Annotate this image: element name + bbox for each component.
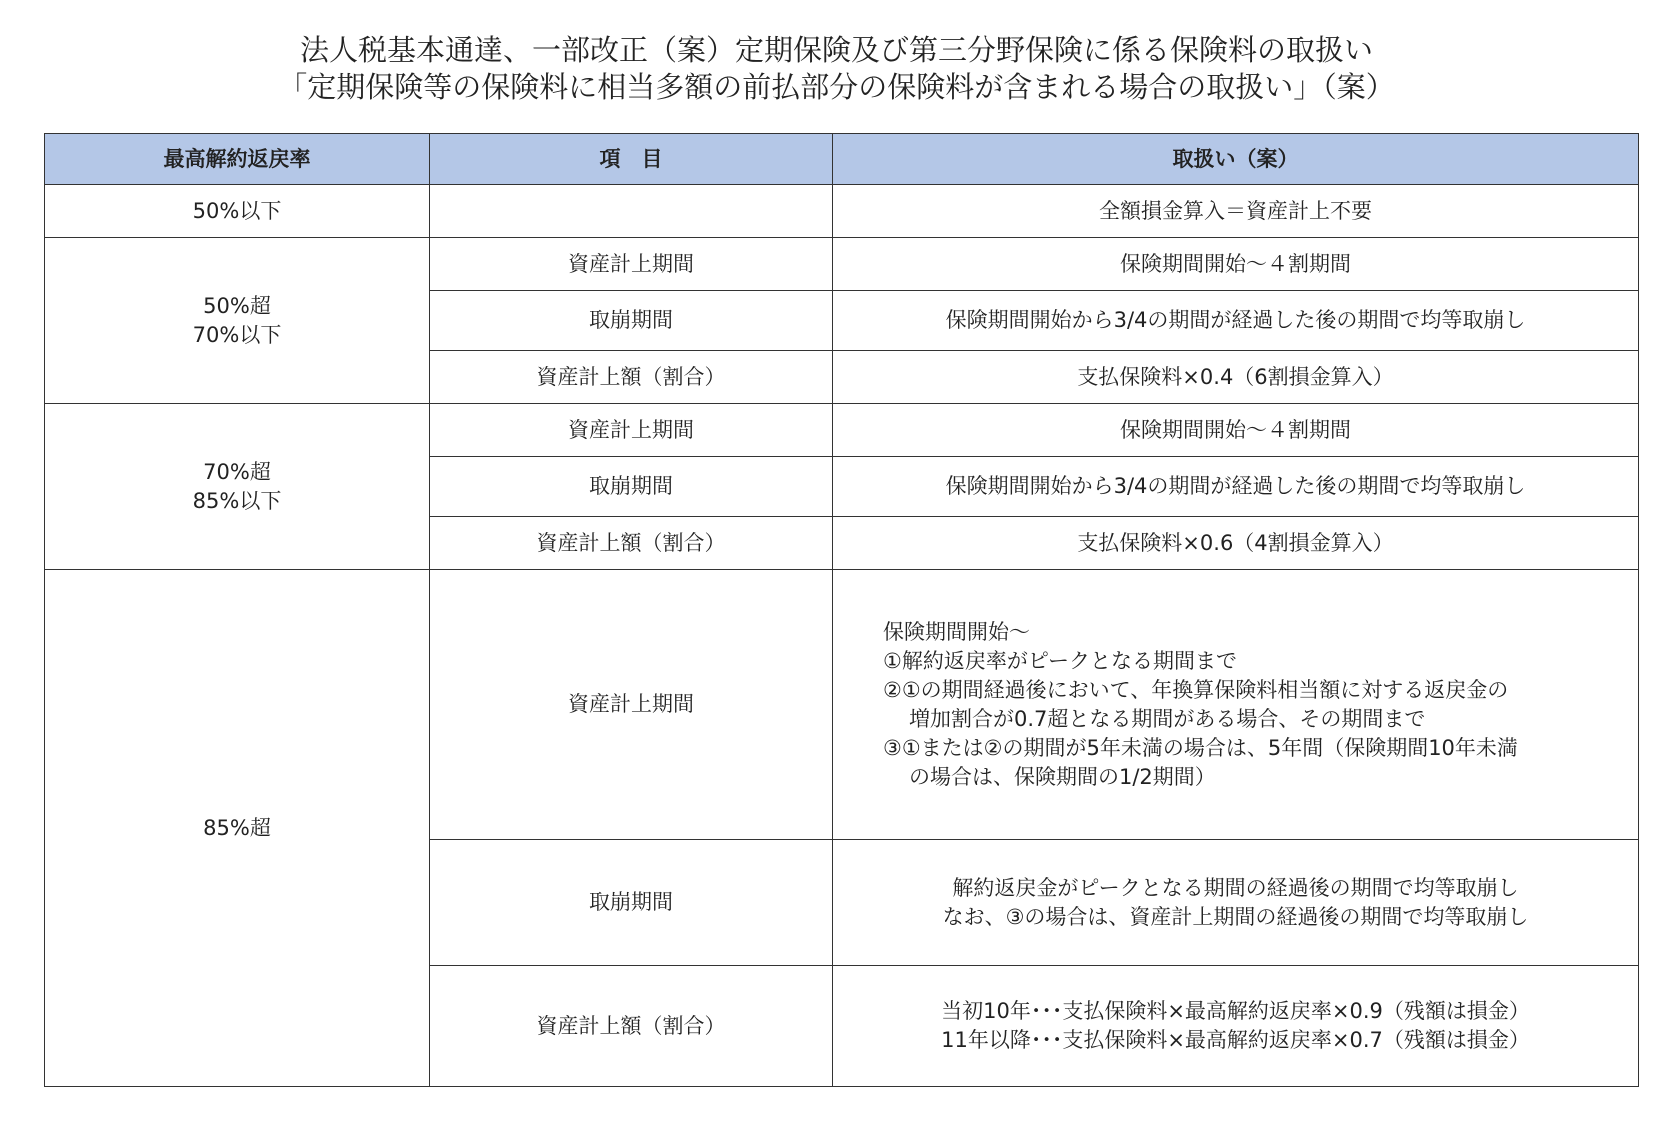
insurance-handling-table: [44, 133, 1639, 1087]
item-cell: 資産計上期間: [430, 570, 833, 840]
item-cell: 取崩期間: [430, 840, 833, 966]
rate-cell: [45, 185, 430, 238]
handling-text: ③①または②の期間が5年未満の場合は、5年間（保険期間10年未満: [883, 735, 1518, 760]
handling-cell: [833, 457, 1639, 517]
handling-cell: [833, 966, 1639, 1087]
rate-cell: [45, 404, 430, 570]
document-title-line-1: 法人税基本通達、一部改正（案）定期保険及び第三分野保険に係る保険料の取扱い: [299, 33, 1373, 67]
table-row: [45, 238, 1639, 291]
handling-cell: [833, 291, 1639, 351]
handling-text: 保険期間開始～４割期間: [1120, 251, 1351, 276]
handling-cell: [833, 185, 1639, 238]
handling-text: 解約返戻金がピークとなる期間の経過後の期間で均等取崩し: [952, 875, 1519, 900]
handling-cell: [833, 840, 1639, 966]
handling-text: 保険期間開始～４割期間: [1120, 417, 1351, 442]
table-header-row: [45, 134, 1639, 185]
handling-text: 保険期間開始から3/4の期間が経過した後の期間で均等取崩し: [945, 308, 1526, 332]
handling-text: 増加割合が0.7超となる期間がある場合、その期間まで: [909, 706, 1426, 731]
handling-cell: [833, 351, 1639, 404]
handling-text: 保険期間開始から3/4の期間が経過した後の期間で均等取崩し: [945, 474, 1526, 498]
item-cell: 資産計上期間: [430, 404, 833, 457]
header-max-refund-rate: 最高解約返戻率: [45, 134, 430, 185]
document-title-line-2: 「定期保険等の保険料に相当多額の前払部分の保険料が含まれる場合の取扱い」（案）: [278, 70, 1395, 104]
header-item: 項 目: [430, 134, 833, 185]
item-cell: [430, 185, 833, 238]
table-row: [45, 404, 1639, 457]
handling-text: 支払保険料×0.6（4割損金算入）: [1077, 530, 1394, 555]
handling-text: 11年以降･･･支払保険料×最高解約返戻率×0.7（残額は損金）: [941, 1028, 1530, 1052]
handling-cell: [833, 570, 1639, 840]
item-cell: 取崩期間: [430, 291, 833, 351]
handling-text: の場合は、保険期間の1/2期間）: [909, 764, 1216, 789]
item-cell: 取崩期間: [430, 457, 833, 517]
handling-text: ①解約返戻率がピークとなる期間まで: [883, 648, 1237, 673]
item-cell: 資産計上額（割合）: [430, 351, 833, 404]
rate-label: 85%超: [203, 815, 271, 840]
rate-label: 70%超: [203, 459, 271, 484]
rate-label: 50%以下: [192, 198, 282, 223]
handling-text: 当初10年･･･支払保険料×最高解約返戻率×0.9（残額は損金）: [941, 999, 1530, 1023]
handling-text: 全額損金算入＝資産計上不要: [1099, 198, 1372, 223]
item-cell: 資産計上期間: [430, 238, 833, 291]
rate-cell: [45, 238, 430, 404]
handling-text: なお、③の場合は、資産計上期間の経過後の期間で均等取崩し: [942, 904, 1529, 929]
rate-label: 70%以下: [192, 322, 282, 347]
handling-cell: [833, 238, 1639, 291]
header-handling: 取扱い（案）: [833, 134, 1639, 185]
handling-cell: [833, 404, 1639, 457]
item-cell: 資産計上額（割合）: [430, 517, 833, 570]
table-row: [45, 570, 1639, 840]
rate-cell: [45, 570, 430, 1087]
handling-text: ②①の期間経過後において、年換算保険料相当額に対する返戻金の: [883, 677, 1509, 702]
handling-cell: [833, 517, 1639, 570]
item-cell: 資産計上額（割合）: [430, 966, 833, 1087]
rate-label: 85%以下: [192, 488, 282, 513]
table-row: [45, 185, 1639, 238]
handling-notes: [941, 997, 1530, 1055]
rate-label: 50%超: [203, 293, 271, 318]
handling-text: 保険期間開始～: [883, 619, 1030, 644]
handling-text: 支払保険料×0.4（6割損金算入）: [1077, 364, 1394, 389]
